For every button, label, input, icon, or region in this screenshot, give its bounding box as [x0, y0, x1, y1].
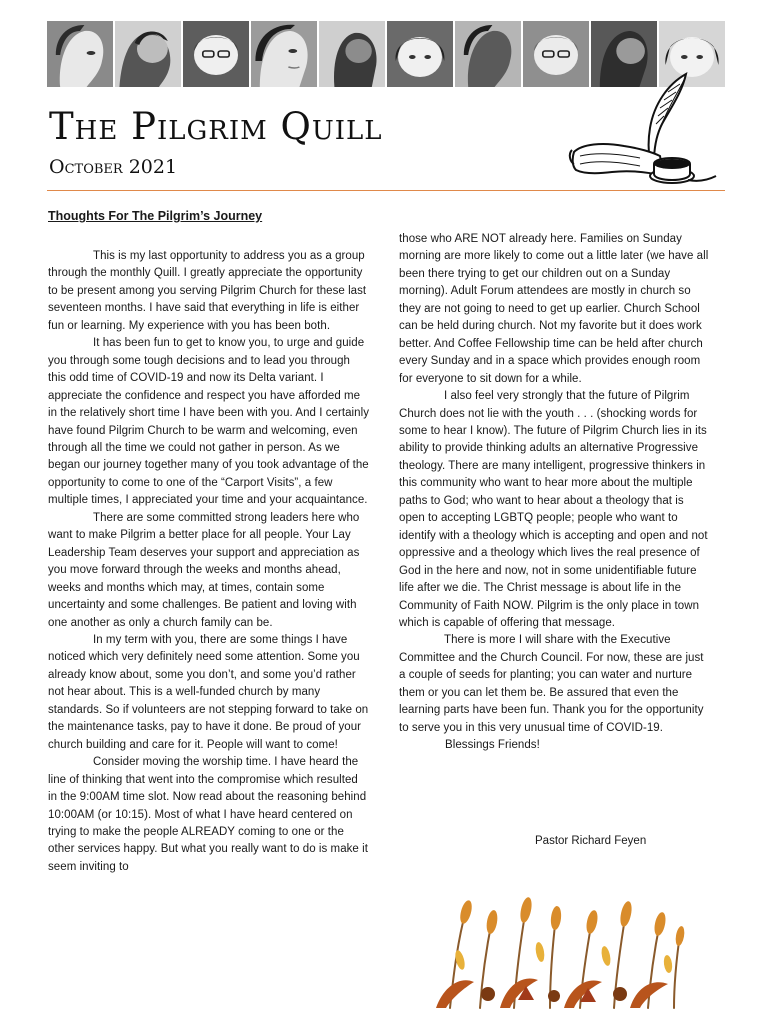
face-tile: [115, 21, 181, 87]
article-heading: Thoughts For The Pilgrim’s Journey: [48, 209, 263, 223]
closing-line: Blessings Friends!: [445, 739, 540, 752]
paragraph: In my term with you, there are some things I have noticed which very definitely need some attention. Some you already know about, some you don’t, and some you’d rather not hear about. This is a well-funded church by many standards. So if volunteers are not stepping forward to take on the maintenance tasks, pay to have it done. Be proud of your church building and care for it. People will want to come!: [48, 633, 369, 751]
autumn-harvest-illustration: [430, 890, 695, 1010]
face-tile: [387, 21, 453, 87]
face-tile: [47, 21, 113, 87]
paragraph: There is more I will share with the Executive Committee and the Church Council. For now, these are just a couple of seeds for planting; you can water and nurture them or you can let them be. Be assured that even the learning parts have been fun. Thank you for the opportunity to serve you in this very unusual time of COVID-19.: [399, 634, 704, 734]
author-signature: Pastor Richard Feyen: [535, 835, 647, 847]
issue-date: October 2021: [49, 156, 178, 178]
header-divider: [47, 190, 725, 191]
face-tile: [455, 21, 521, 87]
paragraph: those who ARE NOT already here. Families on Sunday morning are more likely to come out a little later (we have all been there trying to get our children out on a Sunday morning). Adult Forum attendees are mostly in church so they are not going to need to get up earlier. Church School can be held during church. Not my favorite but it does work better. And Coffee Fellowship time can be held after church every Sunday and in a space which provides enough room for everyone to sit down for a while.: [399, 233, 709, 385]
face-tile: [319, 21, 385, 87]
paragraph: This is my last opportunity to address you as a group through the monthly Quill. I greatly appreciate the opportunity to be present among you serving Pilgrim Church for these last seventeen months. I have said that everything in life is either fun or learning. My experience with you has been both.: [48, 250, 367, 332]
paragraph: I also feel very strongly that the future of Pilgrim Church does not lie with the youth . . . (shocking words for some to hear I know). The future of Pilgrim Church lies in its ability to provide thinking adults an alternative Progressive theology. There are many intelligent, progressive thinkers in this community who want to hear more about the multiple paths to God; who want to hear about a theology that is open to accepting LGBTQ people; people who want to identify with a theology which is accepting and open and not oppressive and a theology which lives the real presence of God in the here and now, not in some unidentifiable future life after we die. The Christ message is about life in the Community of Faith NOW. Pilgrim is the only place in town which is capable of offering that message.: [399, 390, 708, 629]
face-tile: [251, 21, 317, 87]
paragraph: It has been fun to get to know you, to urge and guide you through some tough decisions and to lead you through this odd time of COVID-19 and now its Delta variant. I appreciate the confidence and respect you have afforded me in the relatively short time I have been with you. And I certainly have found Pilgrim Church to be warm and welcoming, even through all the time we could not gather in person. As we began our journey together many of you took advantage of the opportunity to come to one of the “Carport Visits”, a few multiple times, I appreciated your time and your acquaintance.: [48, 337, 369, 507]
face-tile: [183, 21, 249, 87]
article-left-column: [48, 248, 370, 876]
newsletter-title: The Pilgrim Quill: [49, 105, 383, 148]
article-right-column: [399, 231, 711, 755]
paragraph: There are some committed strong leaders here who want to make Pilgrim a better place for all people. Your Lay Leadership Team deserves your support and appreciation as you move forward through the weeks and months ahead, weeks and months which may, at times, contain some uncertainty and some challenges. Be patient and loving with one another as only a church family can be.: [48, 511, 360, 629]
quill-inkwell-icon: [568, 70, 718, 190]
paragraph: Consider moving the worship time. I have heard the line of thinking that went into the compromise which resulted in the 9:00AM time slot. Now read about the reasoning behind 10:00AM (or 10:15). Most of what I have heard centered on trying to make the people ALREADY coming to one or the other services happy. But what you really want to do is make it seem inviting to: [48, 756, 368, 873]
